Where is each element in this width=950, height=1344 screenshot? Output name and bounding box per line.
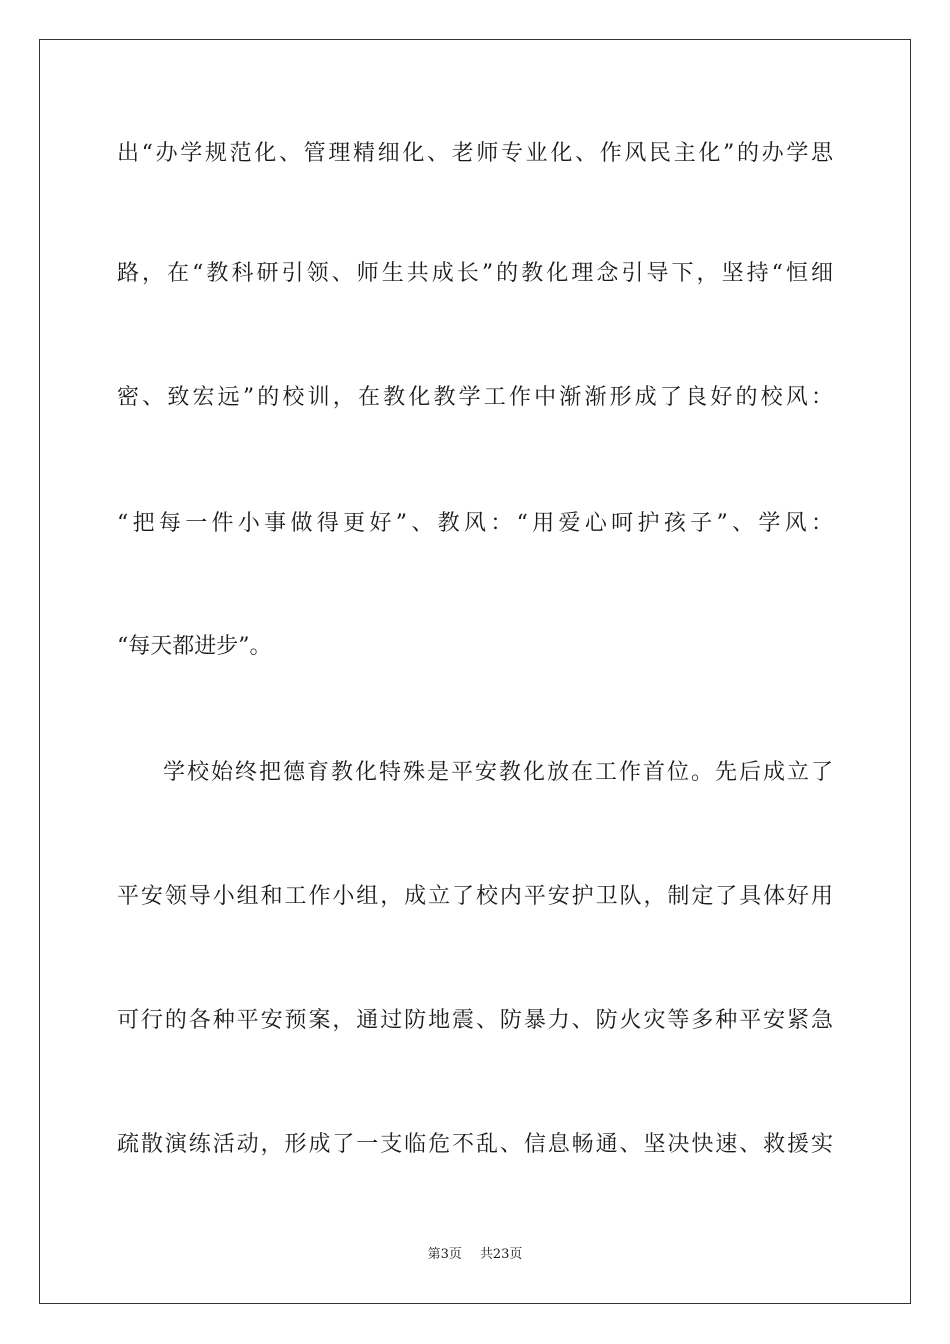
page-number: 第3页 — [427, 1247, 462, 1262]
paragraph-1-line-3: 密、致宏远”的校训，在教化教学工作中渐渐形成了良好的校风： — [117, 385, 833, 410]
total-pages: 共23页 — [479, 1247, 523, 1262]
page-border — [39, 39, 911, 1304]
paragraph-1-line-1: 出“办学规范化、管理精细化、老师专业化、作风民主化”的办学思 — [117, 141, 833, 166]
paragraph-1-line-2: 路，在“教科研引领、师生共成长”的教化理念引导下，坚持“恒细 — [117, 261, 833, 286]
paragraph-2-line-1: 学校始终把德育教化特殊是平安教化放在工作首位。先后成立了 — [163, 760, 833, 785]
paragraph-1-line-5: “每天都进步”。 — [117, 634, 272, 659]
paragraph-2-line-2: 平安领导小组和工作小组，成立了校内平安护卫队，制定了具体好用 — [117, 884, 833, 909]
page-footer — [0, 1246, 950, 1264]
paragraph-2-line-3: 可行的各种平安预案，通过防地震、防暴力、防火灾等多种平安紧急 — [117, 1008, 833, 1033]
paragraph-2-line-4: 疏散演练活动，形成了一支临危不乱、信息畅通、坚决快速、救援实 — [117, 1132, 833, 1157]
paragraph-1-line-4: “把每一件小事做得更好”、教风：“用爱心呵护孩子”、学风： — [117, 511, 833, 536]
